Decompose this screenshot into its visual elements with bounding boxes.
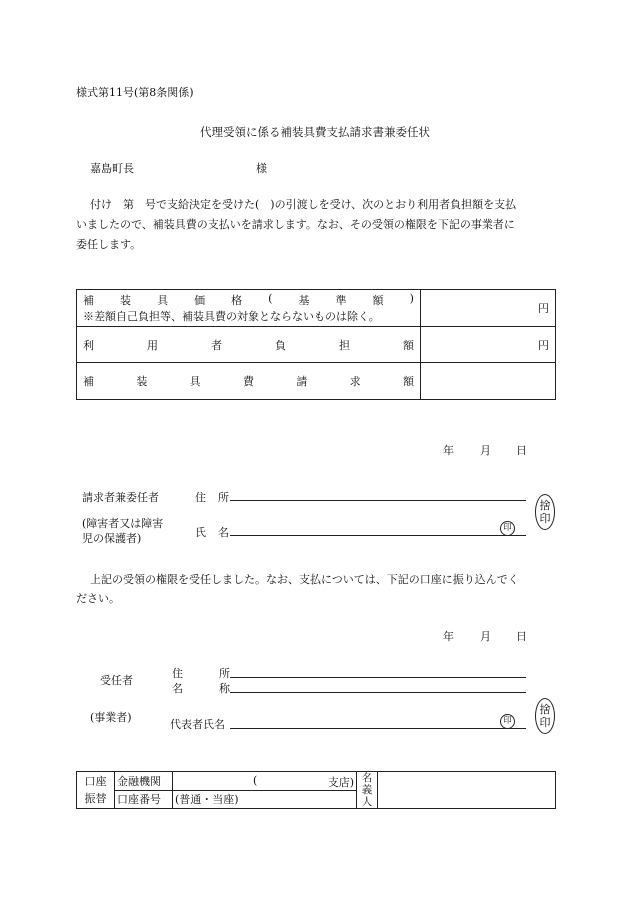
spare-seal-circle-2: 捨 印: [535, 698, 555, 734]
date-month-2: 月: [480, 630, 491, 643]
seal-mark-2: 印: [500, 714, 515, 729]
price-label-cell: [77, 290, 421, 327]
requester-address-label: 住 所: [195, 491, 229, 504]
branch-label: 支店): [327, 776, 354, 789]
form-number: 様式第11号(第8条関係): [76, 86, 194, 99]
yen-unit: 円: [538, 302, 549, 315]
account-holder-field[interactable]: [378, 772, 556, 809]
requester-role: 請求者兼委任者: [82, 491, 159, 504]
price-value-cell[interactable]: [421, 290, 556, 327]
agent-role: 受任者: [100, 674, 133, 687]
account-number-field[interactable]: [173, 790, 357, 809]
form-title: 代理受領に係る補装具費支払請求書兼委任状: [200, 125, 430, 139]
date-day: 日: [516, 444, 527, 457]
standard-price-label: 補 装 具 価 格 ( 基 準 額 ): [83, 292, 414, 307]
acceptance-line-1: 上記の受領の権限を受任しました。なお、支払については、下記の口座に振り込んでく: [90, 573, 519, 586]
requester-note-1: (障害者又は障害: [82, 517, 164, 530]
requester-name-label: 氏 名: [195, 526, 229, 539]
amount-table: [76, 289, 556, 400]
seal-mark: 印: [500, 521, 515, 536]
transfer-side-label: 口座 振替: [77, 772, 115, 809]
institution-label: 金融機関: [115, 772, 173, 791]
spare-seal-circle: 捨 印: [535, 494, 555, 530]
requester-name-field[interactable]: [230, 535, 526, 536]
claim-label-cell: [77, 363, 421, 400]
agent-business-label: (事業者): [90, 711, 132, 724]
date-month: 月: [480, 444, 491, 457]
account-type: (普通・当座): [175, 793, 239, 807]
user-burden-label: 利 用 者 負 担 額: [83, 338, 414, 352]
claim-amount-label: 補 装 具 費 請 求 額: [83, 375, 414, 388]
user-burden-label-cell: [77, 327, 421, 363]
account-holder-label: 名 義 人: [357, 772, 378, 809]
claim-value-cell[interactable]: [421, 363, 556, 400]
date-day-2: 日: [516, 630, 527, 643]
representative-name-field[interactable]: [230, 728, 526, 729]
branch-open-paren: (: [253, 774, 258, 787]
price-note: ※差額自己負担等、補装具費の対象とならないものは除く。: [83, 310, 380, 323]
institution-field[interactable]: [173, 772, 357, 791]
user-burden-value-cell[interactable]: [421, 327, 556, 363]
addressee-honorific: 様: [256, 162, 267, 175]
yen-unit: 円: [538, 338, 549, 352]
date-year: 年: [443, 444, 454, 457]
requester-note-2: 児の保護者): [82, 532, 142, 545]
intro-line-3: 委任します。: [76, 238, 142, 251]
representative-label: 代表者氏名: [170, 718, 225, 731]
intro-line-2: いましたので、補装具費の支払いを請求します。なお、その受領の権限を下記の事業者に: [76, 218, 515, 231]
addressee-name: 嘉島町長: [90, 162, 134, 175]
agent-address-label: 住 所: [172, 667, 230, 680]
intro-line-1: 付け 第 号で支給決定を受けた( )の引渡しを受け、次のとおり利用者負担額を支払: [90, 198, 517, 211]
bank-transfer-table: [76, 771, 556, 809]
account-number-label: 口座番号: [115, 790, 173, 809]
date-year-2: 年: [443, 630, 454, 643]
requester-address-field[interactable]: [230, 500, 526, 501]
agent-name-field[interactable]: [230, 692, 526, 693]
agent-name-label: 名 称: [172, 682, 230, 695]
acceptance-line-2: ださい。: [76, 592, 120, 605]
agent-address-field[interactable]: [230, 677, 526, 678]
